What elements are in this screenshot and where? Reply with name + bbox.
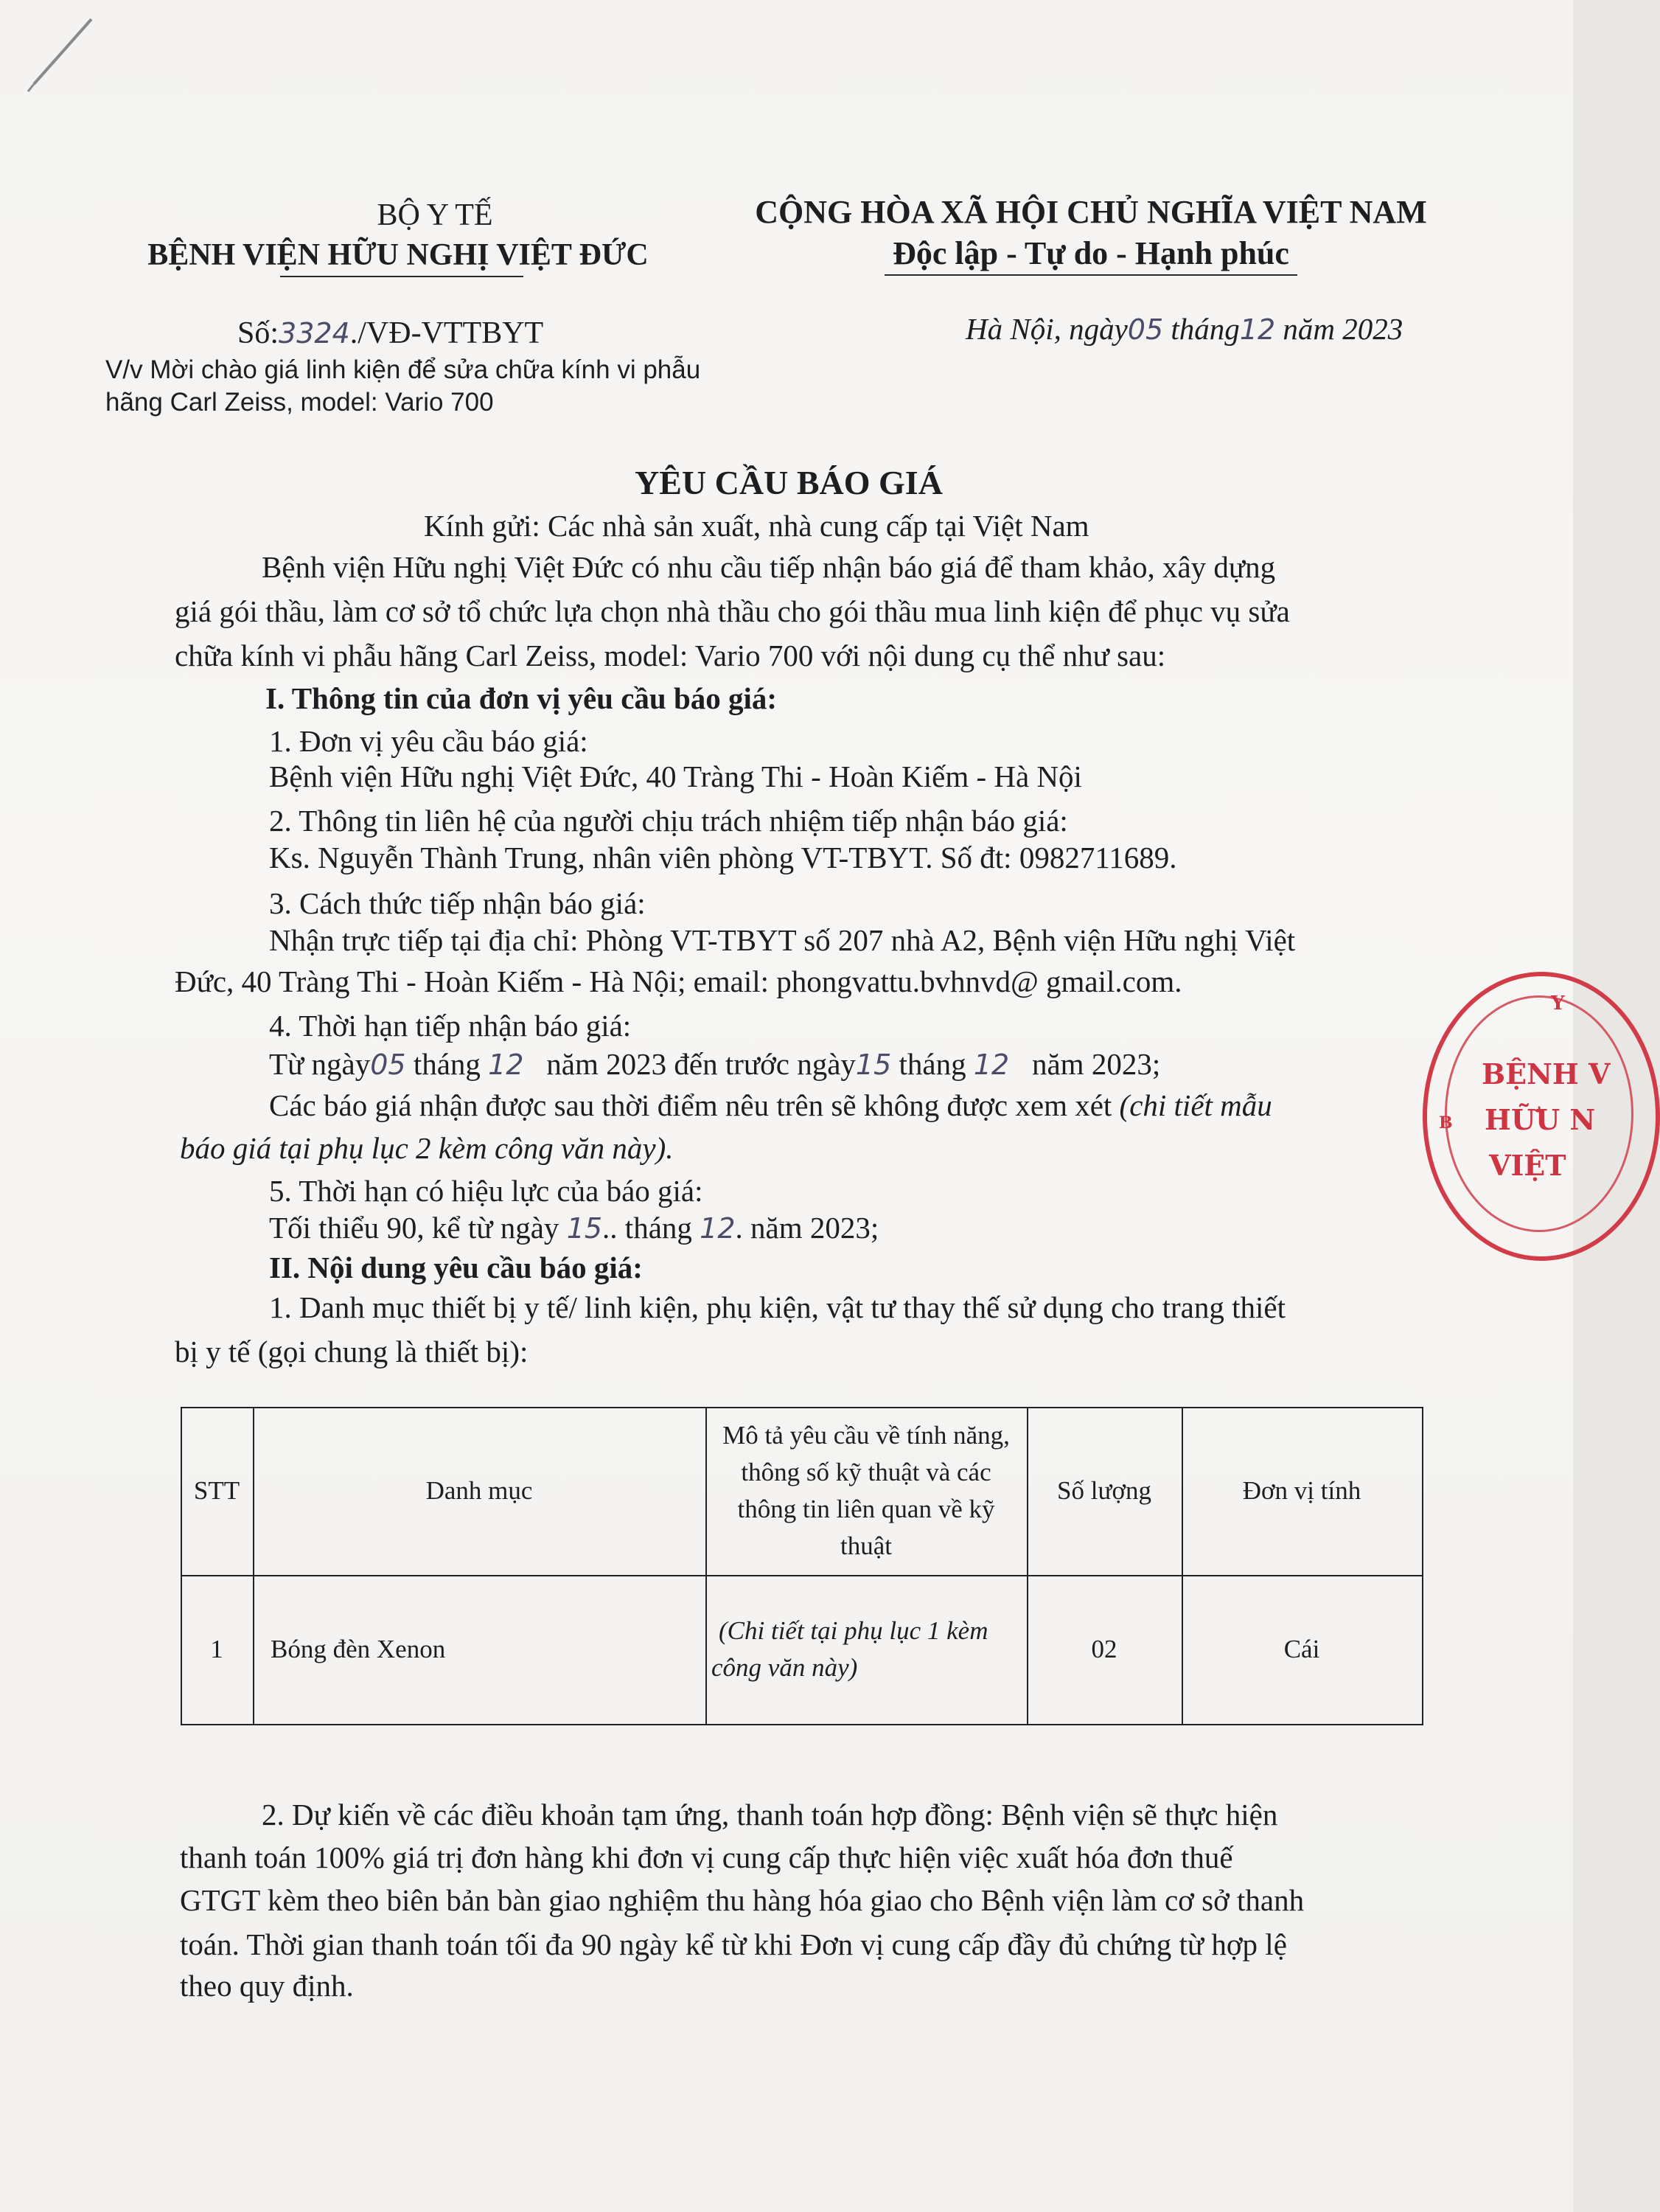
row-1-desc-line-2: công văn này) xyxy=(711,1653,858,1682)
s1-item4-note-1 xyxy=(269,1084,1272,1127)
header-unit: Đơn vị tính xyxy=(1242,1476,1361,1505)
stamp-line-1: BỆNH V xyxy=(1482,1057,1611,1091)
row-1-stt: 1 xyxy=(210,1635,223,1663)
items-table xyxy=(181,1407,1423,1725)
section-2-heading: II. Nội dung yêu cầu báo giá: xyxy=(269,1251,643,1284)
row-1-description xyxy=(705,1575,1027,1724)
row-1-name: Bóng đèn Xenon xyxy=(271,1635,446,1663)
header-stt: STT xyxy=(193,1476,240,1505)
validity-day-handwritten: 15 xyxy=(566,1212,603,1245)
doc-number-handwritten: 3324 xyxy=(279,317,350,349)
s1-item5-value: Tối thiểu 90, kể từ ngày 15.. tháng 12. năm 2023; xyxy=(269,1211,879,1245)
issue-date xyxy=(966,311,1403,347)
s1-item3-value-2: Đức, 40 Tràng Thi - Hoàn Kiếm - Hà Nội; email: phongvattu.bvhnvd@ gmail.com. xyxy=(175,964,1182,998)
header-quantity: Số lượng xyxy=(1057,1476,1151,1505)
payment-line-2: thanh toán 100% giá trị đơn hàng khi đơn vị cung cấp thực hiện việc xuất hóa đơn thuế xyxy=(180,1840,1233,1874)
section-1-heading: I. Thông tin của đơn vị yêu cầu báo giá: xyxy=(265,681,778,715)
stamp-top-letter: Y xyxy=(1551,992,1565,1015)
row-1-quantity: 02 xyxy=(1091,1635,1117,1663)
republic-name: CỘNG HÒA XÃ HỘI CHỦ NGHĨA VIỆT NAM xyxy=(755,194,1427,230)
validity-month-handwritten: 12 xyxy=(700,1212,736,1245)
stamp-line-3: VIỆT xyxy=(1489,1149,1566,1182)
validity-month-label: tháng xyxy=(624,1211,692,1245)
payment-line-1: 2. Dự kiến về các điều khoản tạm ứng, thanh toán hợp đồng: Bệnh viện sẽ thực hiện xyxy=(262,1798,1278,1832)
period-from-day-handwritten: 05 xyxy=(370,1048,406,1081)
payment-line-4: toán. Thời gian thanh toán tối đa 90 ngày kể từ khi Đơn vị cung cấp đầy đủ chứng từ hợp lệ xyxy=(180,1927,1287,1961)
period-mid-text: năm 2023 đến trước ngày xyxy=(546,1047,856,1081)
period-end-text: năm 2023; xyxy=(1031,1047,1161,1081)
s1-item3-label: 3. Cách thức tiếp nhận báo giá: xyxy=(269,886,646,920)
period-to-month-handwritten: 12 xyxy=(973,1048,1010,1081)
period-from-month-handwritten: 12 xyxy=(488,1048,524,1081)
s1-item1-label: 1. Đơn vị yêu cầu báo giá: xyxy=(269,724,588,758)
motto-underline xyxy=(885,274,1297,276)
period-from-label: Từ ngày xyxy=(269,1047,371,1081)
hospital-underline xyxy=(280,276,523,277)
doc-number-prefix: Số: xyxy=(237,316,279,350)
s1-item2-label: 2. Thông tin liên hệ của người chịu trách nhiệm tiếp nhận báo giá: xyxy=(269,804,1068,838)
s1-item4-note-2: báo giá tại phụ lục 2 kèm công văn này). xyxy=(180,1131,674,1165)
payment-line-5: theo quy định. xyxy=(180,1969,354,2003)
s2-item1-line-1: 1. Danh mục thiết bị y tế/ linh kiện, phụ kiện, vật tư thay thế sử dụng cho trang thiết xyxy=(269,1290,1286,1324)
pencil-mark-icon xyxy=(18,13,106,94)
note-italic-text: (chi tiết mẫu xyxy=(1119,1088,1272,1122)
intro-line-3: chữa kính vi phẫu hãng Carl Zeiss, model: Vario 700 với nội dung cụ thể như sau: xyxy=(175,639,1166,672)
hospital-stamp xyxy=(1423,972,1660,1261)
header-name: Danh mục xyxy=(425,1476,533,1505)
validity-prefix: Tối thiểu 90, kể từ ngày xyxy=(269,1211,559,1245)
header-desc-line-3: thông tin liên quan về kỹ xyxy=(737,1495,995,1523)
doc-number-suffix: ./VĐ-VTTBYT xyxy=(349,316,544,350)
document-number xyxy=(237,316,543,351)
date-month-handwritten: 12 xyxy=(1239,313,1276,346)
stamp-side-letter: B xyxy=(1439,1113,1453,1133)
date-prefix: Hà Nội, ngày xyxy=(966,312,1128,346)
hospital-name: BỆNH VIỆN HỮU NGHỊ VIỆT ĐỨC xyxy=(147,238,649,272)
s1-item2-value: Ks. Nguyễn Thành Trung, nhân viên phòng VT-TBYT. Số đt: 0982711689. xyxy=(269,841,1177,874)
period-month-label-2: tháng xyxy=(899,1047,966,1081)
header-desc-line-4: thuật xyxy=(840,1531,892,1560)
intro-line-2: giá gói thầu, làm cơ sở tổ chức lựa chọn nhà thầu cho gói thầu mua linh kiện để phục vụ sửa xyxy=(175,594,1290,628)
date-day-handwritten: 05 xyxy=(1127,313,1164,346)
s1-item5-label: 5. Thời hạn có hiệu lực của báo giá: xyxy=(269,1174,703,1208)
intro-line-1: Bệnh viện Hữu nghị Việt Đức có nhu cầu tiếp nhận báo giá để tham khảo, xây dựng xyxy=(262,550,1276,584)
period-month-label-1: tháng xyxy=(413,1047,481,1081)
ministry-name: BỘ Y TẾ xyxy=(377,198,493,232)
payment-line-3: GTGT kèm theo biên bản bàn giao nghiệm thu hàng hóa giao cho Bệnh viện làm cơ sở thanh xyxy=(180,1883,1305,1917)
national-motto: Độc lập - Tự do - Hạnh phúc xyxy=(893,235,1289,271)
recipient-line: Kính gửi: Các nhà sản xuất, nhà cung cấp tại Việt Nam xyxy=(424,509,1089,543)
row-1-unit: Cái xyxy=(1283,1635,1320,1663)
s1-item4-label: 4. Thời hạn tiếp nhận báo giá: xyxy=(269,1009,632,1043)
validity-end: năm 2023; xyxy=(750,1211,879,1245)
subject-line-1: V/v Mời chào giá linh kiện để sửa chữa kính vi phẫu xyxy=(105,355,701,384)
document-title: YÊU CẦU BÁO GIÁ xyxy=(635,464,943,501)
note-normal-text: Các báo giá nhận được sau thời điểm nêu trên sẽ không được xem xét xyxy=(269,1088,1112,1122)
s1-item4-period xyxy=(269,1043,1160,1086)
date-month-label: tháng xyxy=(1171,312,1240,346)
s2-item1-line-2: bị y tế (gọi chung là thiết bị): xyxy=(175,1335,529,1368)
header-desc-line-1: Mô tả yêu cầu về tính năng, xyxy=(722,1421,1010,1450)
header-desc-line-2: thông số kỹ thuật và các xyxy=(741,1458,991,1486)
s1-item3-value-1: Nhận trực tiếp tại địa chỉ: Phòng VT-TBYT số 207 nhà A2, Bệnh viện Hữu nghị Việt xyxy=(269,923,1296,957)
subject-line-2: hãng Carl Zeiss, model: Vario 700 xyxy=(105,388,494,417)
date-year: năm 2023 xyxy=(1283,312,1403,346)
header-description xyxy=(705,1407,1027,1575)
row-1-desc-line-1: (Chi tiết tại phụ lục 1 kèm xyxy=(719,1616,988,1645)
s1-item1-value: Bệnh viện Hữu nghị Việt Đức, 40 Tràng Thi - Hoàn Kiếm - Hà Nội xyxy=(269,759,1082,793)
period-to-day-handwritten: 15 xyxy=(855,1048,892,1081)
stamp-line-2: HỮU N xyxy=(1485,1103,1596,1136)
